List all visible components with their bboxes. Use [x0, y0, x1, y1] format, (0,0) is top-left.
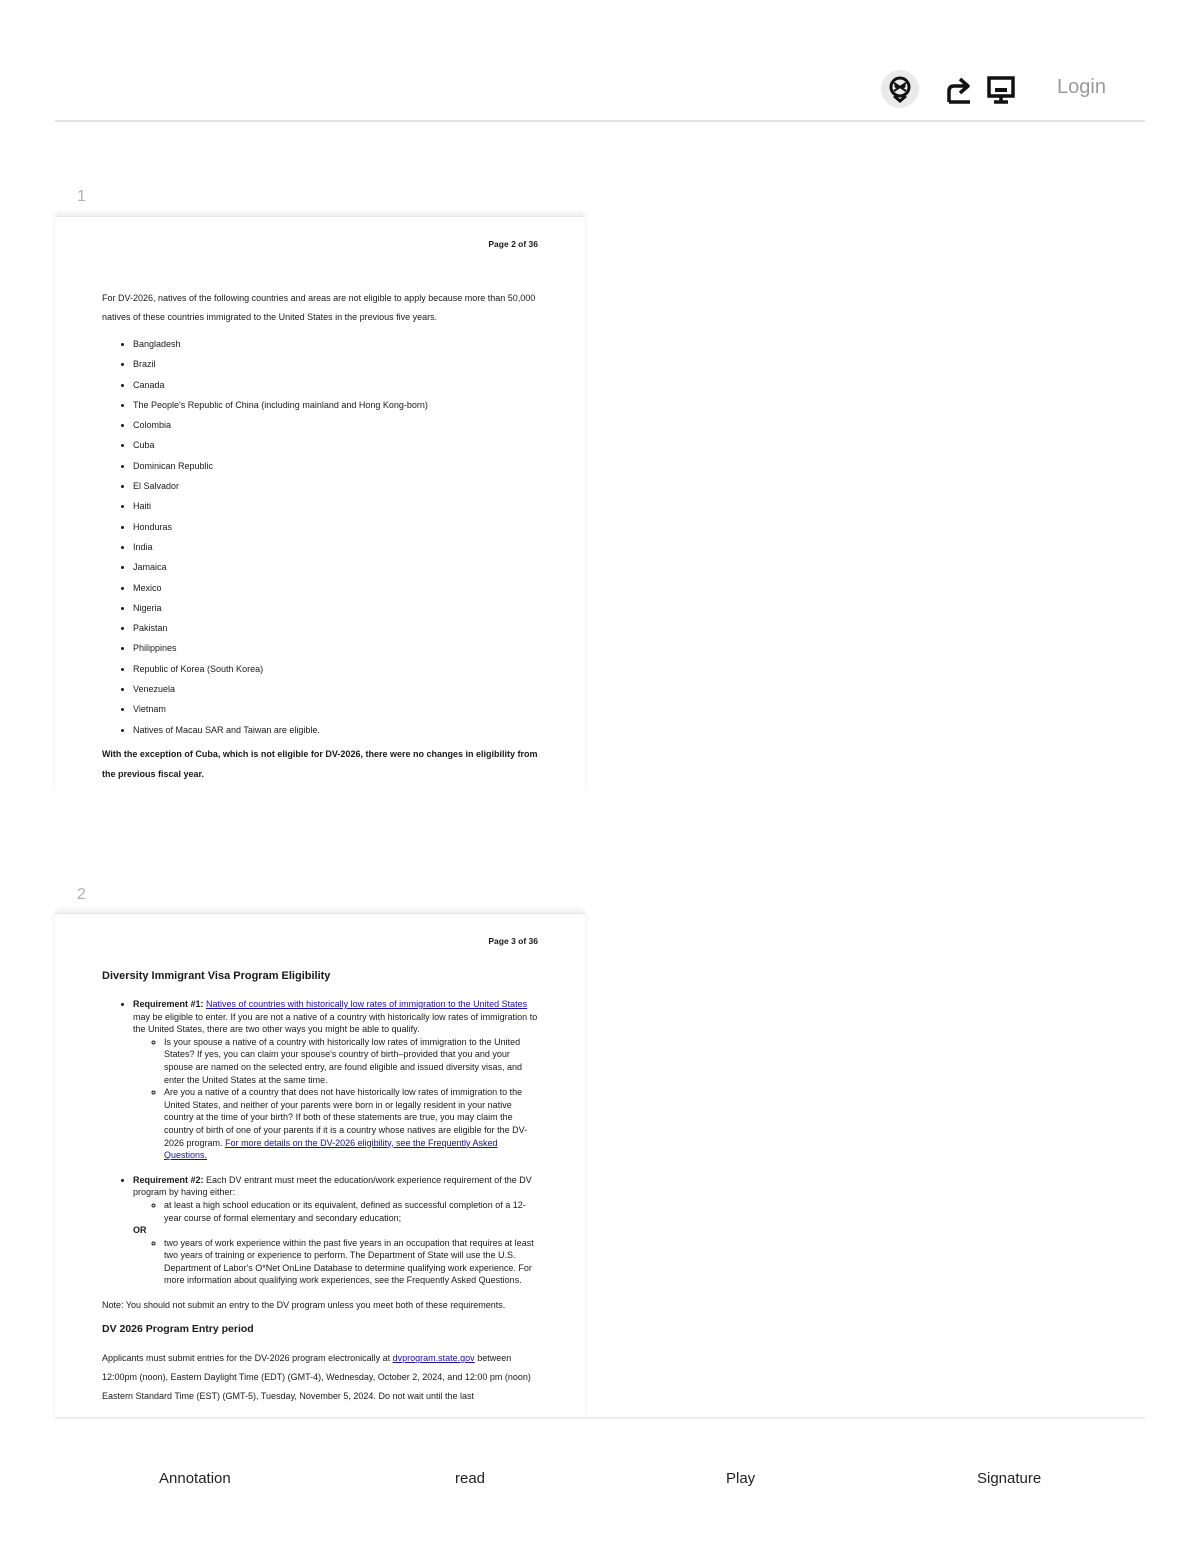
- read-tab[interactable]: read: [455, 1470, 486, 1487]
- requirement-2-sublist: [133, 1199, 540, 1224]
- bottom-nav: [0, 1470, 1200, 1494]
- document-page-1: [55, 216, 585, 797]
- parents-option-text: Are you a native of a country that does not have historically low rates of immigration to the United States, and neither of your parents were born in or legally resident in your native country at the time of your birth? If both of these statements are true, you may claim the country of birth of one of your parents if it is a country whose natives are eligible for the DV-2026 program.: [164, 1087, 528, 1148]
- requirement-text: may be eligible to enter. If you are not a native of a country with historically low rates of immigration to the United States, there are two other ways you might be able to qualify.: [133, 1011, 538, 1035]
- ineligible-country-list: [102, 334, 540, 740]
- section-title: Diversity Immigrant Visa Program Eligibility: [102, 970, 331, 982]
- entry-period-text-end: between 12:00pm (noon), Eastern Daylight Time (EDT) (GMT-4), Wednesday, October 2, 2024, and 12:00 pm (noon) Eastern Standard Time (EST) (GMT-5), Tuesday, November 5, 2024. Do not wait until the last: [102, 1353, 531, 1402]
- closing-paragraph: With the exception of Cuba, which is not eligible for DV-2026, there were no changes in eligibility from the previous fiscal year.: [102, 748, 538, 779]
- document-page-2: [55, 913, 585, 1418]
- country-item: • Haiti: [133, 496, 540, 516]
- avatar-icon[interactable]: [881, 70, 919, 108]
- country-item: • Nigeria: [133, 598, 540, 618]
- country-item: • Cuba: [133, 435, 540, 455]
- requirement-2: [133, 1174, 540, 1287]
- country-item: • Venezuela: [133, 679, 540, 699]
- country-item: • Jamaica: [133, 557, 540, 577]
- country-item: • Brazil: [133, 354, 540, 374]
- requirement-1-sublist: [133, 1036, 540, 1162]
- country-item: • The People's Republic of China (including mainland and Hong Kong-born): [133, 395, 540, 415]
- country-item: • Bangladesh: [133, 334, 540, 354]
- page-number-1: 1: [77, 188, 86, 205]
- requirement-label: Requirement #2:: [133, 1174, 204, 1185]
- page-header: Page 2 of 36: [488, 239, 538, 249]
- share-icon[interactable]: [939, 70, 979, 110]
- signature-tab[interactable]: Signature: [977, 1470, 1042, 1487]
- work-experience-option: ◦ two years of work experience within the past five years in an occupation that requires at least two years of training or experience to perform. The Department of State will use the U.S. Department of Labor's O*Net OnLine Database to determine qualifying work experience. For more information about qualifying work experiences, see the Frequently Asked Questions.: [164, 1237, 540, 1287]
- country-item: • Canada: [133, 375, 540, 395]
- country-item: • India: [133, 537, 540, 557]
- low-immigration-link[interactable]: Natives of countries with historically low rates of immigration to the United States: [206, 999, 528, 1009]
- intro-paragraph: For DV-2026, natives of the following countries and areas are not eligible to apply because more than 50,000 natives of these countries immigrated to the United States in the previous five years.: [102, 293, 536, 322]
- entry-period-title: DV 2026 Program Entry period: [102, 1323, 254, 1336]
- page-header: Page 3 of 36: [488, 936, 538, 946]
- requirement-1: [133, 998, 540, 1162]
- or-separator: OR: [133, 1225, 147, 1236]
- education-option: ◦ at least a high school education or its equivalent, defined as successful completion of a 12-year course of formal elementary and secondary education;: [164, 1199, 540, 1224]
- requirement-2-sublist-b: [133, 1237, 540, 1287]
- country-item: • Vietnam: [133, 699, 540, 719]
- country-item: • Natives of Macau SAR and Taiwan are eligible.: [133, 720, 540, 740]
- requirement-label: Requirement #1:: [133, 999, 204, 1009]
- present-icon[interactable]: [981, 70, 1021, 110]
- country-item: • Philippines: [133, 638, 540, 658]
- requirement-text: Each DV entrant must meet the education/work experience requirement of the DV program by having either:: [133, 1174, 532, 1198]
- dvprogram-link[interactable]: dvprogram.state.gov: [392, 1353, 475, 1364]
- country-item: • Honduras: [133, 517, 540, 537]
- country-item: • Dominican Republic: [133, 456, 540, 476]
- country-item: • El Salvador: [133, 476, 540, 496]
- note-paragraph: Note: You should not submit an entry to the DV program unless you meet both of these requirements.: [102, 1300, 506, 1311]
- country-item: • Republic of Korea (South Korea): [133, 659, 540, 679]
- requirements-list: [102, 998, 540, 1287]
- page-number-2: 2: [77, 886, 86, 903]
- country-item: • Colombia: [133, 415, 540, 435]
- country-item: • Pakistan: [133, 618, 540, 638]
- parents-option: [164, 1086, 540, 1162]
- country-item: • Mexico: [133, 578, 540, 598]
- play-tab[interactable]: Play: [726, 1470, 756, 1487]
- spouse-option: ◦ Is your spouse a native of a country with historically low rates of immigration to the United States? If yes, you can claim your spouse's country of birth–provided that you and your spouse are named on the selected entry, are found eligible and issued diversity visas, and enter the United States at the same time.: [164, 1036, 540, 1086]
- annotation-tab[interactable]: Annotation: [159, 1470, 231, 1487]
- faq-link[interactable]: For more details on the DV-2026 eligibility, see the Frequently Asked Questions.: [164, 1137, 498, 1161]
- bottom-divider: [55, 1417, 1145, 1419]
- entry-period-text-start: Applicants must submit entries for the DV-2026 program electronically at: [102, 1353, 393, 1364]
- entry-period-text: [102, 1349, 540, 1406]
- login-button[interactable]: Login: [1057, 76, 1106, 98]
- top-bar: [55, 0, 1145, 122]
